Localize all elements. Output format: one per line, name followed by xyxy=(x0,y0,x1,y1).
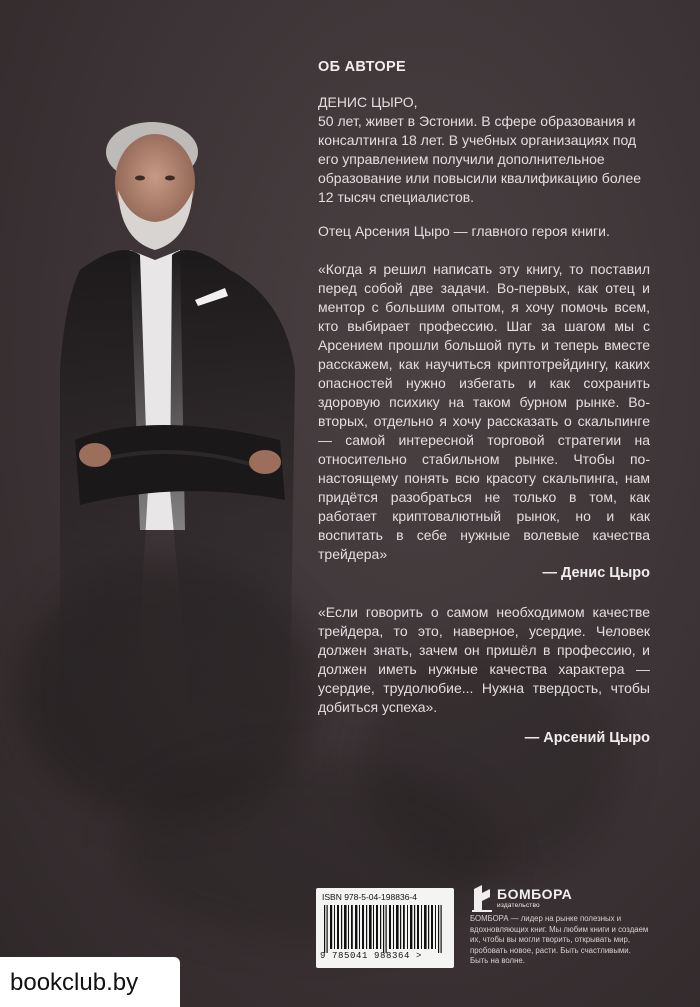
publisher-logo xyxy=(470,883,610,915)
quote-denis: «Когда я решил написать эту книгу, то поставил перед собой две задачи. Во-первых, как отец и ментор с большим опытом, я хочу помочь всем, кто выбирает профессию. Шаг за шагом мы с Арсением прошли большой путь и теперь вместе расскажем, как научиться криптотрейдингу, каких опасностей нужно избегать и как сохранить здоровую психику на таком бурном рынке. Во-вторых, отдельно я хочу рассказать о скальпинге — самой интересной торговой стратегии на относительно стабильном рынке. Чтобы по-настоящему понять всю красоту скальпинга, нам придётся разобраться не только в том, как работает криптовалютный рынок, но и как воспитать в себе нужные волевые качества трейдера» xyxy=(318,261,650,562)
quote-arseniy: «Если говорить о самом необходимом качестве трейдера, то это, наверное, усердие. Человек должен знать, зачем он пришёл в профессию, и должен иметь нужные качества характера — усердие, трудолюбие... Нужна твердость, чтобы добиться успеха». xyxy=(318,604,650,715)
watermark-text: bookclub.by xyxy=(10,969,139,996)
publisher-sub: издательство xyxy=(497,902,540,909)
author-name: ДЕНИС ЦЫРО, xyxy=(318,94,418,110)
section-heading: ОБ АВТОРЕ xyxy=(318,59,406,75)
publisher-description: БОМБОРА — лидер на рынке полезных и вдохновляющих книг. Мы любим книги и создаем их, чтобы вы могли творить, открывать мир, пробовать новое, расти. Быть счастливыми. Быть на волне. xyxy=(470,914,649,966)
isbn-label: ISBN 978-5-04-198836-4 xyxy=(322,892,417,902)
author-bio-text: 50 лет, живет в Эстонии. В сфере образования и консалтинга 18 лет. В учебных организациях под его управлением получили дополнительное образование или повысили квалификацию более 12 тысяч специалистов. xyxy=(318,113,642,205)
signature-arseniy: — Арсений Цыро xyxy=(524,730,650,746)
author-photo xyxy=(60,110,320,710)
author-bio xyxy=(318,93,650,207)
publisher-mark-icon xyxy=(470,883,494,913)
publisher-name: БОМБОРА xyxy=(497,886,573,902)
barcode-bars xyxy=(322,905,448,953)
barcode xyxy=(316,888,454,968)
signature-denis: — Денис Цыро xyxy=(542,565,650,581)
watermark xyxy=(0,957,180,1007)
barcode-digits: 9 785041 988364 > xyxy=(320,951,423,961)
father-line: Отец Арсения Цыро — главного героя книги. xyxy=(318,223,610,239)
